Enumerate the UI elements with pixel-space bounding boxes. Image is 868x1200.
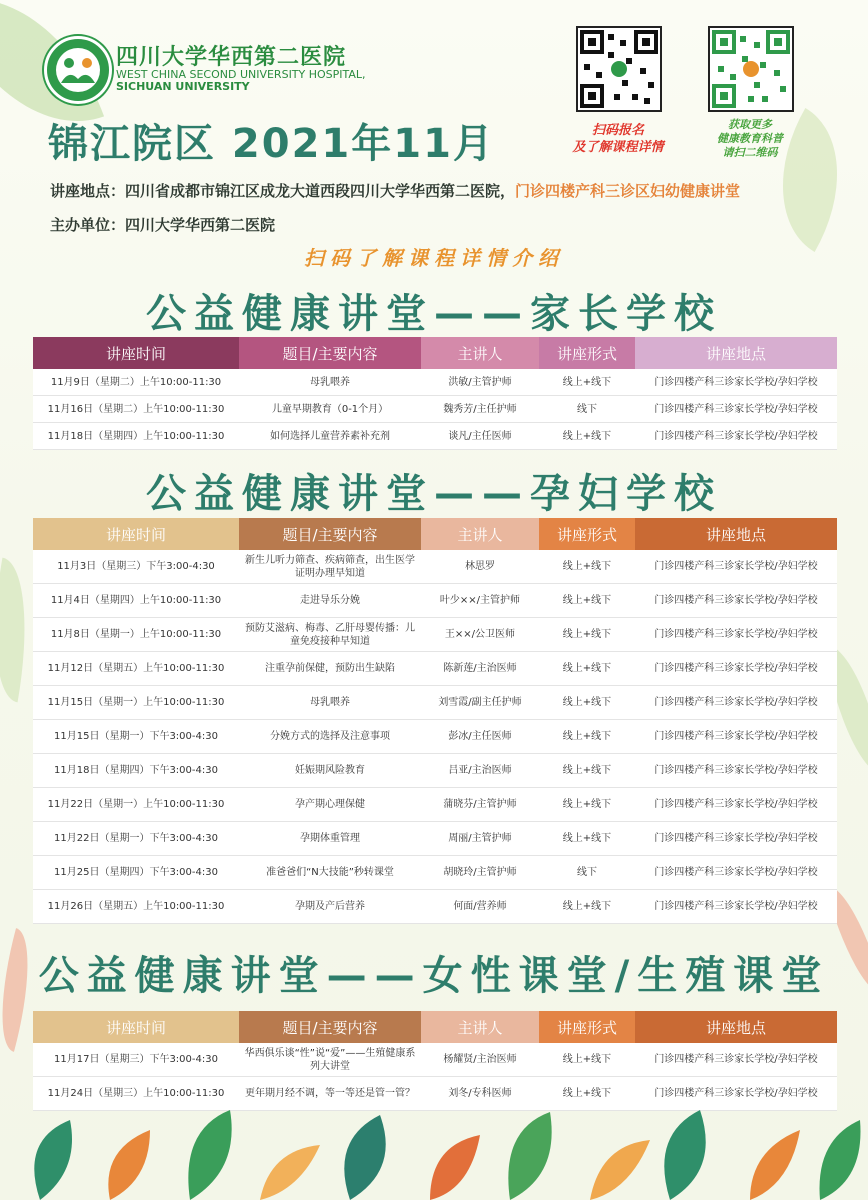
col-topic: 题目/主要内容: [239, 337, 421, 369]
table-row: [33, 822, 837, 856]
col-topic: 题目/主要内容: [239, 518, 421, 550]
health-education-qr-code[interactable]: [708, 26, 794, 112]
table-header: [33, 518, 837, 550]
table-header: [33, 337, 837, 369]
table-row: [33, 720, 837, 754]
cell-location: 门诊四楼产科三诊家长学校/孕妇学校: [654, 376, 818, 388]
cell-format: 线上+线下: [562, 833, 612, 844]
cell-location: 门诊四楼产科三诊家长学校/孕妇学校: [654, 867, 818, 878]
cell-location: 门诊四楼产科三诊家长学校/孕妇学校: [654, 430, 818, 442]
cell-topic: 走进导乐分娩: [300, 595, 360, 606]
cell-topic: 华西俱乐谈“性”说“爱”——生殖健康系列大讲堂: [244, 1047, 416, 1072]
cell-speaker: 何面/营养师: [453, 901, 507, 912]
cell-format: 线上+线下: [562, 765, 612, 776]
cell-speaker: 周丽/主管护师: [448, 833, 512, 844]
col-format: 讲座形式: [539, 1011, 635, 1043]
table-row: [33, 584, 837, 618]
cell-time: 11月22日（星期一）下午3:00-4:30: [54, 833, 218, 844]
cell-speaker: 杨耀贤/主治医师: [443, 1054, 517, 1065]
section-title-pregnancy-school: 公益健康讲堂——孕妇学校: [146, 471, 722, 517]
cell-speaker: 刘雪霞/副主任护师: [438, 697, 522, 708]
cell-time: 11月18日（星期四）下午3:00-4:30: [54, 765, 218, 776]
health-qr-caption: [690, 118, 810, 160]
cell-speaker: 蒲晓芬/主管护师: [443, 799, 517, 810]
foliage-decoration: [0, 1100, 868, 1200]
venue-highlight: 门诊四楼产科三诊区妇幼健康讲堂: [515, 182, 741, 200]
scan-intro: 扫码了解课程详情介绍: [304, 246, 564, 270]
col-format: 讲座形式: [539, 337, 635, 369]
cell-format: 线上+线下: [562, 663, 612, 674]
cell-topic: 如何选择儿童营养素补充剂: [270, 430, 390, 442]
cell-format: 线上+线下: [562, 1054, 612, 1065]
cell-time: 11月3日（星期三）下午3:00-4:30: [57, 561, 215, 572]
table-row: [33, 856, 837, 890]
cell-location: 门诊四楼产科三诊家长学校/孕妇学校: [654, 1054, 818, 1065]
col-topic: 题目/主要内容: [239, 1011, 421, 1043]
health-qr-caption-line-2: 健康教育科普: [717, 132, 783, 145]
col-location: 讲座地点: [635, 518, 837, 550]
cell-speaker: 刘冬/专科医师: [448, 1088, 512, 1099]
cell-location: 门诊四楼产科三诊家长学校/孕妇学校: [654, 901, 818, 912]
host-line: 主办单位：四川大学华西第二医院: [50, 216, 276, 234]
cell-time: 11月22日（星期一）上午10:00-11:30: [47, 799, 225, 810]
table-row: [33, 754, 837, 788]
hospital-name-en-2: SICHUAN UNIVERSITY: [116, 80, 250, 93]
col-speaker: 主讲人: [421, 518, 539, 550]
venue-label: 讲座地点：四川省成都市锦江区成龙大道西段四川大学华西第二医院，: [50, 182, 516, 200]
cell-time: 11月18日（星期四）上午10:00-11:30: [47, 430, 225, 442]
cell-time: 11月25日（星期四）下午3:00-4:30: [54, 867, 218, 878]
schedule-table-pregnancy-school: [33, 518, 837, 924]
cell-format: 线上+线下: [562, 901, 612, 912]
col-time: 讲座时间: [33, 518, 239, 550]
cell-speaker: 胡晓玲/主管护师: [443, 867, 517, 878]
signup-qr-caption: [556, 122, 680, 156]
cell-format: 线上+线下: [562, 731, 612, 742]
cell-time: 11月8日（星期一）上午10:00-11:30: [50, 629, 222, 640]
table-row: [33, 652, 837, 686]
table-row: [33, 1043, 837, 1077]
schedule-table-parent-school: [33, 337, 837, 450]
cell-location: 门诊四楼产科三诊家长学校/孕妇学校: [654, 1088, 818, 1099]
table-row: [33, 686, 837, 720]
cell-time: 11月16日（星期二）上午10:00-11:30: [47, 403, 225, 415]
cell-format: 线上+线下: [562, 799, 612, 810]
cell-topic: 孕期体重管理: [300, 833, 360, 844]
cell-format: 线上+线下: [562, 697, 612, 708]
cell-location: 门诊四楼产科三诊家长学校/孕妇学校: [654, 403, 818, 415]
cell-location: 门诊四楼产科三诊家长学校/孕妇学校: [654, 799, 818, 810]
cell-topic: 母乳喂养: [310, 697, 350, 708]
cell-location: 门诊四楼产科三诊家长学校/孕妇学校: [654, 561, 818, 572]
cell-speaker: 林思罗: [465, 561, 495, 572]
cell-topic: 孕期及产后营养: [295, 901, 365, 912]
cell-time: 11月12日（星期五）上午10:00-11:30: [47, 663, 225, 674]
col-speaker: 主讲人: [421, 1011, 539, 1043]
cell-location: 门诊四楼产科三诊家长学校/孕妇学校: [654, 629, 818, 640]
table-row: [33, 618, 837, 652]
health-qr-caption-line-1: 获取更多: [728, 118, 772, 131]
cell-format: 线上+线下: [562, 430, 612, 442]
cell-speaker: 王××/公卫医师: [444, 629, 516, 640]
table-row: [33, 423, 837, 450]
cell-format: 线上+线下: [562, 1088, 612, 1099]
health-qr-caption-line-3: 请扫二维码: [722, 146, 778, 159]
section-title-parent-school: 公益健康讲堂——家长学校: [146, 291, 722, 337]
cell-format: 线下: [577, 403, 597, 415]
hospital-name-cn: 四川大学华西第二医院: [116, 45, 347, 70]
cell-time: 11月17日（星期三）下午3:00-4:30: [54, 1054, 218, 1065]
cell-speaker: 洪敏/主管护师: [448, 376, 512, 388]
cell-format: 线上+线下: [562, 561, 612, 572]
hospital-logo: [44, 36, 112, 104]
cell-speaker: 叶少××/主管护师: [439, 595, 521, 606]
cell-format: 线上+线下: [562, 376, 612, 388]
signup-qr-caption-line-1: 扫码报名: [591, 123, 644, 138]
signup-qr-caption-line-2: 及了解课程详情: [572, 140, 664, 155]
cell-topic: 母乳喂养: [310, 376, 350, 388]
section-title-women-class: 公益健康讲堂——女性课堂/生殖课堂: [38, 953, 830, 999]
cell-topic: 新生儿听力筛查、疾病筛查，出生医学证明办理早知道: [245, 554, 415, 579]
cell-speaker: 谈凡/主任医师: [448, 430, 512, 442]
cell-time: 11月26日（星期五）上午10:00-11:30: [47, 901, 225, 912]
col-format: 讲座形式: [539, 518, 635, 550]
table-row: [33, 396, 837, 423]
cell-time: 11月4日（星期四）上午10:00-11:30: [50, 595, 222, 606]
cell-location: 门诊四楼产科三诊家长学校/孕妇学校: [654, 595, 818, 606]
cell-speaker: 陈新莲/主治医师: [443, 663, 517, 674]
cell-location: 门诊四楼产科三诊家长学校/孕妇学校: [654, 833, 818, 844]
campus-title: 锦江院区 2021年11月: [48, 121, 495, 167]
col-speaker: 主讲人: [421, 337, 539, 369]
cell-time: 11月15日（星期一）下午3:00-4:30: [54, 731, 218, 742]
cell-topic: 孕产期心理保健: [295, 799, 365, 810]
table-header: [33, 1011, 837, 1043]
cell-format: 线下: [577, 867, 597, 878]
cell-time: 11月15日（星期一）上午10:00-11:30: [47, 697, 225, 708]
cell-topic: 儿童早期教育（0-1个月）: [271, 403, 389, 415]
col-location: 讲座地点: [635, 337, 837, 369]
cell-topic: 注重孕前保健，预防出生缺陷: [265, 663, 395, 674]
cell-speaker: 吕亚/主治医师: [448, 765, 512, 776]
table-row: [33, 550, 837, 584]
cell-topic: 分娩方式的选择及注意事项: [270, 731, 390, 742]
cell-location: 门诊四楼产科三诊家长学校/孕妇学校: [654, 765, 818, 776]
cell-location: 门诊四楼产科三诊家长学校/孕妇学校: [654, 663, 818, 674]
cell-topic: 妊娠期风险教育: [295, 765, 365, 776]
cell-time: 11月24日（星期三）上午10:00-11:30: [47, 1088, 225, 1099]
table-row: [33, 369, 837, 396]
table-row: [33, 788, 837, 822]
cell-format: 线上+线下: [562, 629, 612, 640]
table-row: [33, 890, 837, 924]
cell-topic: 预防艾滋病、梅毒、乙肝母婴传播：儿童免疫接种早知道: [245, 622, 415, 647]
signup-qr-code[interactable]: [576, 26, 662, 112]
col-time: 讲座时间: [33, 1011, 239, 1043]
cell-speaker: 彭冰/主任医师: [448, 731, 512, 742]
cell-location: 门诊四楼产科三诊家长学校/孕妇学校: [654, 697, 818, 708]
col-location: 讲座地点: [635, 1011, 837, 1043]
cell-time: 11月9日（星期二）上午10:00-11:30: [50, 376, 222, 388]
cell-location: 门诊四楼产科三诊家长学校/孕妇学校: [654, 731, 818, 742]
cell-format: 线上+线下: [562, 595, 612, 606]
schedule-table-women-class: [33, 1011, 837, 1111]
cell-speaker: 魏秀芳/主任护师: [443, 403, 517, 415]
venue-line: [50, 180, 740, 201]
cell-topic: 准爸爸们“N大技能”秒转课堂: [266, 867, 394, 878]
cell-topic: 更年期月经不调，等一等还是管一管？: [245, 1088, 415, 1099]
col-time: 讲座时间: [33, 337, 239, 369]
hospital-name-en-1: WEST CHINA SECOND UNIVERSITY HOSPITAL,: [116, 68, 366, 81]
